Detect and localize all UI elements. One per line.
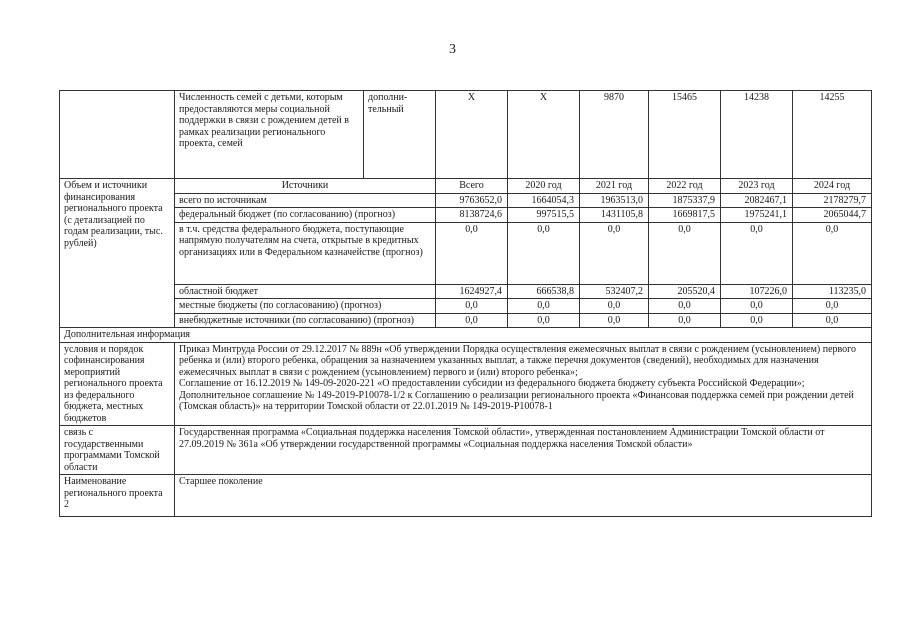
amount: 113235,0 xyxy=(793,284,872,299)
header-year: 2024 год xyxy=(793,179,872,194)
amount: 205520,4 xyxy=(649,284,721,299)
amount: 0,0 xyxy=(649,299,721,314)
conditions-row xyxy=(60,342,872,426)
financing-row xyxy=(60,222,872,284)
page-number: 3 xyxy=(449,42,456,57)
source-label: местные бюджеты (по согласованию) (прогноз) xyxy=(175,299,436,314)
amount: 2082467,1 xyxy=(721,193,793,208)
source-label: в т.ч. средства федерального бюджета, поступающие напрямую получателям на счета, открытые в кредитных организациях или в Федеральном казначействе (прогноз) xyxy=(175,222,436,284)
financing-header-row xyxy=(60,179,872,194)
amount: 997515,5 xyxy=(508,208,580,223)
financing-row xyxy=(60,313,872,328)
indicator-value: Х xyxy=(436,91,508,179)
financing-row xyxy=(60,284,872,299)
project2-row xyxy=(60,475,872,517)
amount: 0,0 xyxy=(649,313,721,328)
conditions-paragraph: Дополнительное соглашение № 149-2019-Р10078-1/2 к Соглашению о реализации регионального проекта «Финансовая поддержка семей при рождении детей (Томская область)» на территории Томской области от 22.01.2019 № 149-2019-Р10078-1 xyxy=(179,389,854,412)
amount: 0,0 xyxy=(508,299,580,314)
programs-link-text: Государственная программа «Социальная поддержка населения Томской области», утвержденная постановлением Администрации Томской области от 27.09.2019 № 361а «Об утверждении государственной программы «Социальная поддержка населения Томской области» xyxy=(175,426,872,475)
amount: 0,0 xyxy=(580,299,649,314)
header-total: Всего xyxy=(436,179,508,194)
amount: 666538,8 xyxy=(508,284,580,299)
additional-info-row xyxy=(60,328,872,343)
amount: 0,0 xyxy=(793,313,872,328)
amount: 0,0 xyxy=(436,222,508,284)
amount: 0,0 xyxy=(793,222,872,284)
amount: 107226,0 xyxy=(721,284,793,299)
amount: 0,0 xyxy=(436,313,508,328)
amount: 0,0 xyxy=(580,313,649,328)
amount: 1624927,4 xyxy=(436,284,508,299)
indicator-type: дополни-тельный xyxy=(364,91,436,179)
financing-row xyxy=(60,299,872,314)
amount: 1431105,8 xyxy=(580,208,649,223)
amount: 0,0 xyxy=(508,222,580,284)
amount: 1975241,1 xyxy=(721,208,793,223)
amount: 532407,2 xyxy=(580,284,649,299)
amount: 0,0 xyxy=(721,313,793,328)
header-year: 2022 год xyxy=(649,179,721,194)
amount: 1664054,3 xyxy=(508,193,580,208)
indicator-value: 9870 xyxy=(580,91,649,179)
header-year: 2021 год xyxy=(580,179,649,194)
conditions-paragraph: Соглашение от 16.12.2019 № 149-09-2020-221 «О предоставлении субсидии из федерального бюджета бюджету субъекта Российской Федерации»; xyxy=(179,378,805,389)
amount: 0,0 xyxy=(793,299,872,314)
amount: 2065044,7 xyxy=(793,208,872,223)
amount: 1669817,5 xyxy=(649,208,721,223)
header-sources: Источники xyxy=(175,179,436,194)
financing-label: Объем и источники финансирования регионального проекта (с детализацией по годам реализации, тыс. рублей) xyxy=(60,179,175,328)
indicator-value: 15465 xyxy=(649,91,721,179)
conditions-label: условия и порядок софинансирования мероприятий регионального проекта из федерального бюджета, местных бюджетов xyxy=(60,342,175,426)
programs-link-label: связь с государственными программами Томской области xyxy=(60,426,175,475)
programs-link-row xyxy=(60,426,872,475)
indicator-value: 14255 xyxy=(793,91,872,179)
conditions-paragraph: Приказ Минтруда России от 29.12.2017 № 889н «Об утверждении Порядка осуществления ежемесячных выплат в связи с рождением (усыновлением) первого ребенка и (или) второго ребенка, обращения за назначением указанных выплат, а также перечня документов (сведений), необходимых для назначения ежемесячных выплат в связи с рождением (усыновлением) первого и (или) второго ребенка»; xyxy=(179,343,857,378)
financing-row xyxy=(60,208,872,223)
amount: 0,0 xyxy=(649,222,721,284)
indicator-row xyxy=(60,91,872,179)
source-label: всего по источникам xyxy=(175,193,436,208)
source-label: областной бюджет xyxy=(175,284,436,299)
additional-info-heading: Дополнительная информация xyxy=(60,328,872,343)
amount: 1963513,0 xyxy=(580,193,649,208)
header-year: 2020 год xyxy=(508,179,580,194)
amount: 8138724,6 xyxy=(436,208,508,223)
indicator-name: Численность семей с детьми, которым предоставляются меры социальной поддержки в связи с рождением детей в рамках реализации регионального проекта, семей xyxy=(175,91,364,179)
indicator-value: Х xyxy=(508,91,580,179)
amount: 0,0 xyxy=(508,313,580,328)
source-label: внебюджетные источники (по согласованию) (прогноз) xyxy=(175,313,436,328)
amount: 1875337,9 xyxy=(649,193,721,208)
amount: 2178279,7 xyxy=(793,193,872,208)
conditions-text xyxy=(175,342,872,426)
amount: 0,0 xyxy=(721,222,793,284)
amount: 0,0 xyxy=(580,222,649,284)
amount: 9763652,0 xyxy=(436,193,508,208)
amount: 0,0 xyxy=(721,299,793,314)
project2-name: Старшее поколение xyxy=(175,475,872,517)
project2-label: Наименование регионального проекта 2 xyxy=(60,475,175,517)
header-year: 2023 год xyxy=(721,179,793,194)
indicator-value: 14238 xyxy=(721,91,793,179)
amount: 0,0 xyxy=(436,299,508,314)
project-passport-table xyxy=(59,90,872,517)
source-label: федеральный бюджет (по согласованию) (прогноз) xyxy=(175,208,436,223)
financing-row xyxy=(60,193,872,208)
